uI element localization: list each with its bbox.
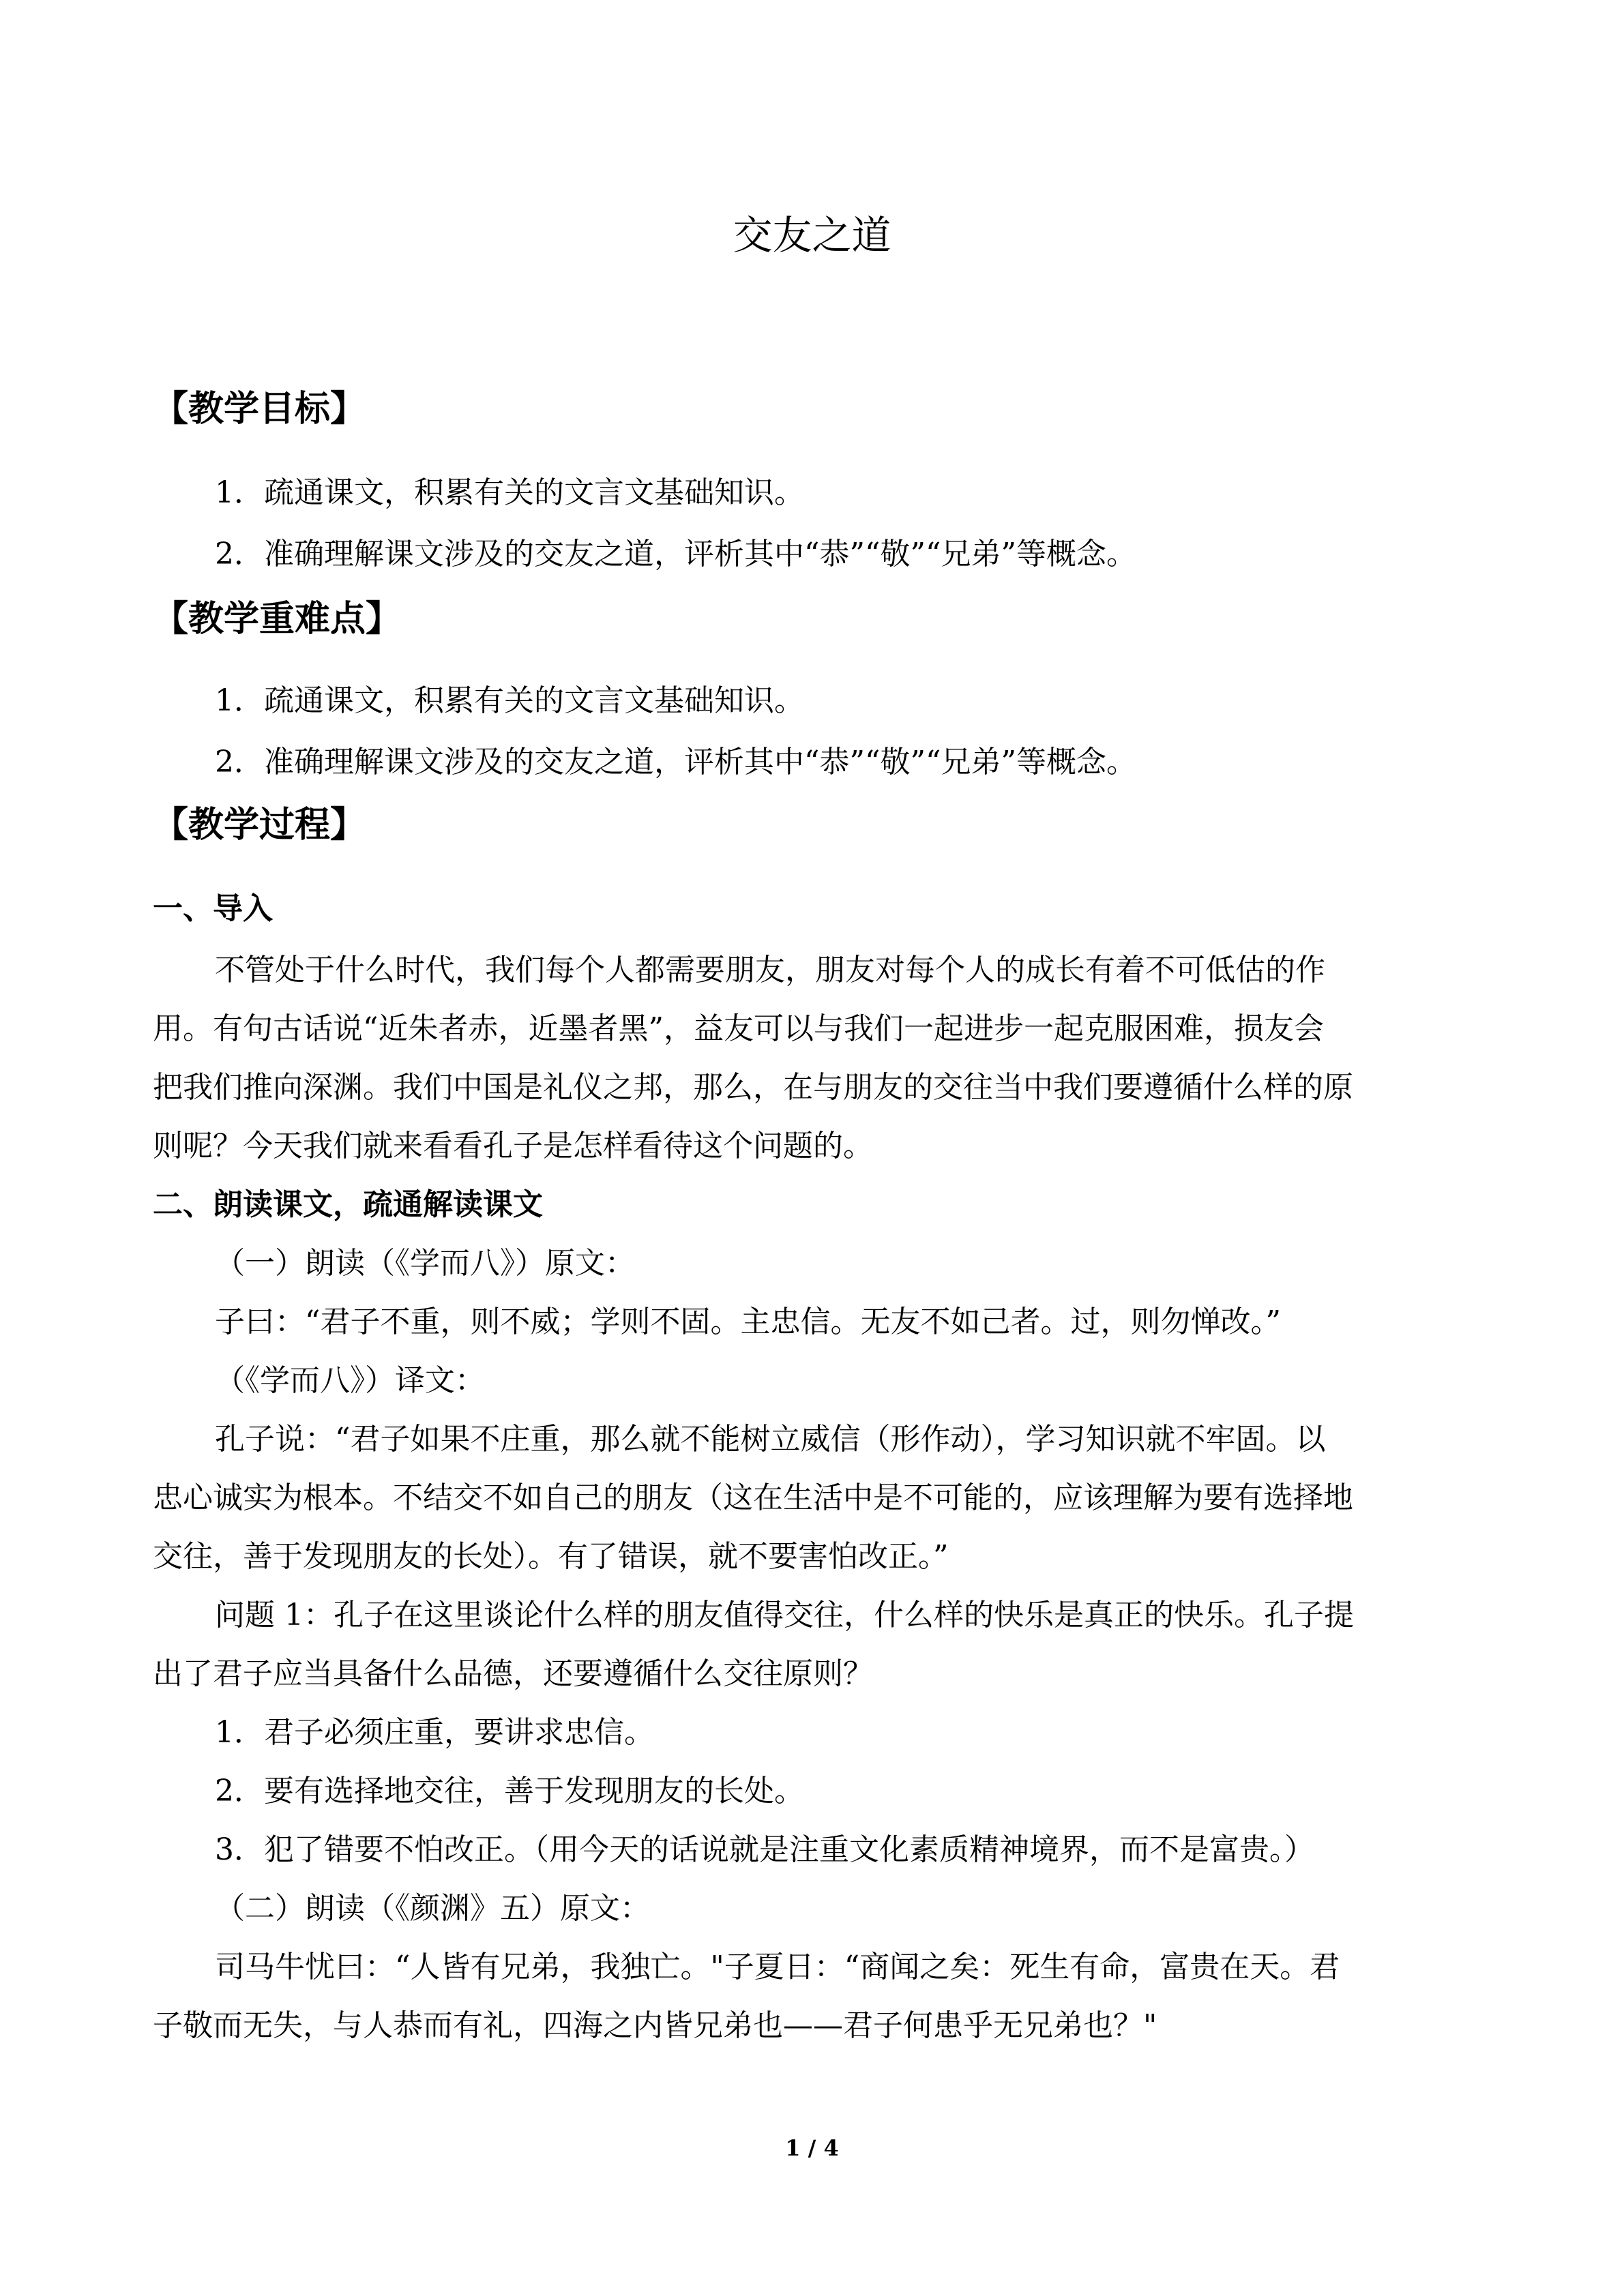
key-point-item: 1．疏通课文，积累有关的文言文基础知识。 (215, 683, 804, 718)
key-point-item: 2．准确理解课文涉及的交友之道，评析其中“恭”“敬”“兄弟”等概念。 (215, 745, 1136, 779)
subheading-reading: 二、朗读课文，疏通解读课文 (153, 1187, 543, 1222)
question-line: 问题 1：孔子在这里谈论什么样的朋友值得交往，什么样的快乐是真正的快乐。孔子提 (215, 1598, 1354, 1632)
question-line: 出了君子应当具备什么品德，还要遵循什么交往原则？ (153, 1656, 873, 1691)
translation-line: 交往，善于发现朋友的长处）。有了错误，就不要害怕改正。” (153, 1539, 949, 1574)
reading2-title: （二）朗读（《颜渊》五）原文： (215, 1891, 650, 1926)
answer-item: 3．犯了错要不怕改正。（用今天的话说就是注重文化素质精神境界，而不是富贵。） (215, 1832, 1314, 1867)
reading1-title: （一）朗读（《学而八》）原文： (215, 1246, 635, 1281)
document-title: 交友之道 (733, 212, 891, 258)
section-heading-objectives: 【教学目标】 (153, 389, 366, 430)
intro-paragraph-line: 不管处于什么时代，我们每个人都需要朋友，朋友对每个人的成长有着不可低估的作 (215, 953, 1325, 987)
subheading-intro: 一、导入 (153, 891, 273, 926)
reading2-line: 司马牛忧曰：“人皆有兄弟，我独亡。"子夏日：“商闻之矣：死生有命，富贵在天。君 (215, 1950, 1340, 1984)
intro-paragraph-line: 则呢？今天我们就来看看孔子是怎样看待这个问题的。 (153, 1129, 873, 1163)
translation-line: 忠心诚实为根本。不结交不如自己的朋友（这在生活中是不可能的，应该理解为要有选择地 (153, 1480, 1353, 1515)
objective-item: 1．疏通课文，积累有关的文言文基础知识。 (215, 475, 804, 510)
intro-paragraph-line: 把我们推向深渊。我们中国是礼仪之邦，那么，在与朋友的交往当中我们要遵循什么样的原 (153, 1070, 1353, 1105)
section-heading-process: 【教学过程】 (153, 805, 366, 846)
reading1-text: 子曰：“君子不重，则不威；学则不固。主忠信。无友不如己者。过，则勿惮改。” (215, 1304, 1281, 1339)
reading1-translation-title: （《学而八》）译文： (215, 1363, 485, 1398)
section-heading-key-points: 【教学重难点】 (153, 599, 402, 640)
reading2-line: 子敬而无失，与人恭而有礼，四海之内皆兄弟也——君子何患乎无兄弟也？" (153, 2008, 1157, 2043)
objective-item: 2．准确理解课文涉及的交友之道，评析其中“恭”“敬”“兄弟”等概念。 (215, 537, 1136, 571)
intro-paragraph-line: 用。有句古话说“近朱者赤，近墨者黑”，益友可以与我们一起进步一起克服困难，损友会 (153, 1011, 1324, 1046)
translation-line: 孔子说：“君子如果不庄重，那么就不能树立威信（形作动），学习知识就不牢固。以 (215, 1422, 1326, 1457)
answer-item: 1．君子必须庄重，要讲求忠信。 (215, 1715, 654, 1750)
answer-item: 2．要有选择地交往，善于发现朋友的长处。 (215, 1774, 804, 1808)
page-number: 1 / 4 (785, 2135, 839, 2161)
